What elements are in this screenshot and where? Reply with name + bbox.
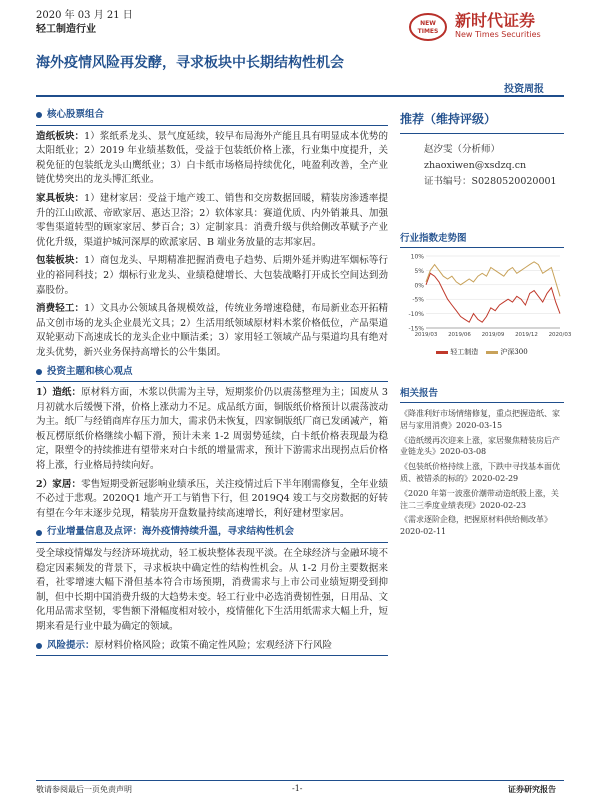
svg-text:TIMES: TIMES <box>417 28 439 35</box>
footer-label: 证券研究报告 <box>508 784 556 794</box>
section-heading-risk: 风险提示： 原材料价格风险；政策不确定性风险；宏观经济下行风险 <box>36 639 388 654</box>
x-tick-label: 2020/03 <box>548 332 572 338</box>
sidebar-rule <box>400 133 564 134</box>
report-date: 2020 年 03 月 21 日 <box>36 10 133 21</box>
paragraph-industry: 受全球疫情爆发与经济环境扰动，轻工板块整体表现平淡。在全球经济与金融环境不稳定因素频发的背景下，寻求板块中确定性的结构性机会。从 1-2 月份主要数据来看，社零增速大幅下滑但基本符合市场预期，消费需求与上市公司业绩短期受到抑制，但中长期中国消费升级的大趋势未变。轻工行业中必选消费韧性强，日用品、文化用品需求坚韧，零售额下滑幅度相对较小，疫情催化下生活用纸需求大幅上升，短期来看是行业中最为确定的领域。 <box>36 548 388 632</box>
related-report-item[interactable]: 《造纸缓再次迎来上涨，家居聚焦精装房后产业链龙头》2020-03-08 <box>400 435 560 457</box>
section-rule <box>36 655 388 656</box>
related-report-item[interactable]: 《包装纸价格持续上涨，下跌中寻找基本面优质、被错杀的标的》2020-02-29 <box>400 462 560 483</box>
related-reports-list <box>400 408 564 538</box>
bullet-icon <box>36 112 42 118</box>
bullet-icon <box>36 643 42 649</box>
rating: 推荐（维持评级） <box>400 112 497 126</box>
x-tick-label: 2019/06 <box>448 332 471 338</box>
y-tick-label: -5% <box>412 296 424 304</box>
paragraph-paper-logic: 1）造纸：原材料方面，木浆以供需为主导，短期浆价仍以震荡整理为主；国废从 3 月初就水后缓慢下滑，价格上涨动力不足。成品纸方面，铜版纸价格预计以震荡波动为主。纸厂与经销商库存压力加大，需求仍未恢复，四家铜版纸厂商已发函减产，箱板瓦楞原纸价格继续小幅下滑，预计未来 1-2 周弱势延续，白卡纸价格表现最为稳定，限塑令的持续推进有望带来对白卡纸的增量需求，预计下游需求出现拐点后价格将上涨，行业格局持续向好。 <box>36 387 388 472</box>
title-rule <box>36 95 564 97</box>
section-heading-core: 核心股票组合 <box>36 108 388 123</box>
industry-name: 轻工制造行业 <box>36 24 96 35</box>
report-type: 投资周报 <box>504 84 544 95</box>
footer-disclaimer: 敬请参阅最后一页免责声明 <box>36 785 132 794</box>
y-tick-label: 10% <box>410 253 424 261</box>
report-title: 海外疫情风险再发酵，寻求板块中长期结构性机会 <box>36 55 344 71</box>
sidebar-rule <box>400 247 564 248</box>
x-tick-label: 2019/09 <box>481 332 505 338</box>
paragraph-packaging: 包装板块：1）商包龙头、早期精准把握消费电子趋势、后期外延并购进军烟标等行业的裕同科技；2）烟标行业龙头、业绩稳健增长、大包装战略打开成长空间达到劲嘉股份。 <box>36 255 388 296</box>
paragraph-home-logic: 2）家居：零售短期受新冠影响业绩承压，关注疫情过后下半年刚需修复，全年业绩不必过于悲观。2020Q1 地产开工与销售下行，但 2019Q4 竣工与交房数据的好转有望在今年末逐步兑现，精装房开盘数量持续高速增长，利好建材型家居。 <box>36 478 388 519</box>
paragraph-consumer: 消费轻工：1）文具办公领域具备规模效益，传统业务增速稳健，布局新业态开拓精品文创市场的龙头企业晨光文具；2）生活用纸领域原材料木浆价格低位，产品渠道双轮驱动下高速成长的龙头企业中顺洁柔；3）家用轻工领域产品与渠道均具有绝对龙头优势，新兴业务保持高增长的公牛集团。 <box>36 303 388 358</box>
chart-title: 行业指数走势图 <box>400 233 467 244</box>
related-reports-heading: 相关报告 <box>400 388 439 399</box>
company-name-cn: 新时代证券 <box>455 11 536 30</box>
paragraph-furniture: 家具板块：1）建材家居：受益于地产竣工、销售和交房数据回暖，精装房渗透率提升的江山欧派、帝欧家居、惠达卫浴；2）软体家具：赛道优质、内外销兼具、加强零售渠道转型的顾家家居、梦百合；3）定制家具：消费升级与供给侧改革赋予产业优化升级，渠道护城河深厚的欧派家居、B 端业务放量的志邦家居。 <box>36 192 388 248</box>
analyst-cert: 证书编号：S0280520020001 <box>424 176 557 187</box>
bullet-icon <box>36 369 42 375</box>
related-report-item[interactable]: 《2020 年第一波涨价潮带动造纸股上涨，关注二三季度业绩表现》2020-02-23 <box>400 488 559 510</box>
section-heading-logic: 投资主题和核心观点 <box>36 365 388 380</box>
section-rule <box>36 381 388 382</box>
chart-legend <box>400 347 564 357</box>
page-number: -1- <box>292 784 303 793</box>
related-report-item[interactable]: 《降准利好市场情绪修复，重点把握造纸、家居与家用消费》2020-03-15 <box>400 409 560 430</box>
main-column <box>36 106 388 660</box>
company-logo <box>408 12 448 42</box>
series-line <box>426 262 560 297</box>
y-tick-label: 5% <box>414 267 424 275</box>
x-tick-label: 2019/12 <box>515 332 538 338</box>
index-trend-chart <box>400 252 572 342</box>
y-tick-label: -10% <box>408 311 424 319</box>
bullet-icon <box>36 530 42 536</box>
x-tick-label: 2019/03 <box>414 332 438 338</box>
analyst-info <box>424 142 564 190</box>
footer-rule <box>36 780 564 781</box>
section-heading-industry: 行业增量信息及点评：海外疫情持续升温，寻求结构性机会 <box>36 525 388 540</box>
analyst-name: 赵汐雯（分析师） <box>424 144 501 155</box>
analyst-email[interactable]: zhaoxiwen@xsdzq.cn <box>424 160 527 171</box>
svg-text:NEW: NEW <box>420 20 436 27</box>
section-rule <box>36 125 388 126</box>
company-name-en: New Times Securities <box>455 30 541 39</box>
legend-item: 轻工制造 <box>436 347 478 357</box>
related-report-item[interactable]: 《需求逐阶企稳，把握原材料供给侧改革》2020-02-11 <box>400 515 552 537</box>
section-rule <box>36 542 388 543</box>
series-line <box>426 273 560 322</box>
sidebar-rule <box>400 402 564 403</box>
y-tick-label: -15% <box>408 325 424 333</box>
y-tick-label: 0% <box>414 282 424 290</box>
legend-item: 沪深300 <box>486 347 527 357</box>
sidebar <box>400 106 572 541</box>
paragraph-paper: 造纸板块：1）浆纸系龙头、景气度延续，较早布局海外产能且具有明显成本优势的太阳纸业；2）2019 年业绩基数低，受益于包装纸价格上涨，行业集中度提升，关税免征的包装纸龙头山鹰纸业；3）白卡纸市场格局持续优化，吨盈利改善，全产业链优势突出的龙头博汇纸业。 <box>36 130 388 186</box>
